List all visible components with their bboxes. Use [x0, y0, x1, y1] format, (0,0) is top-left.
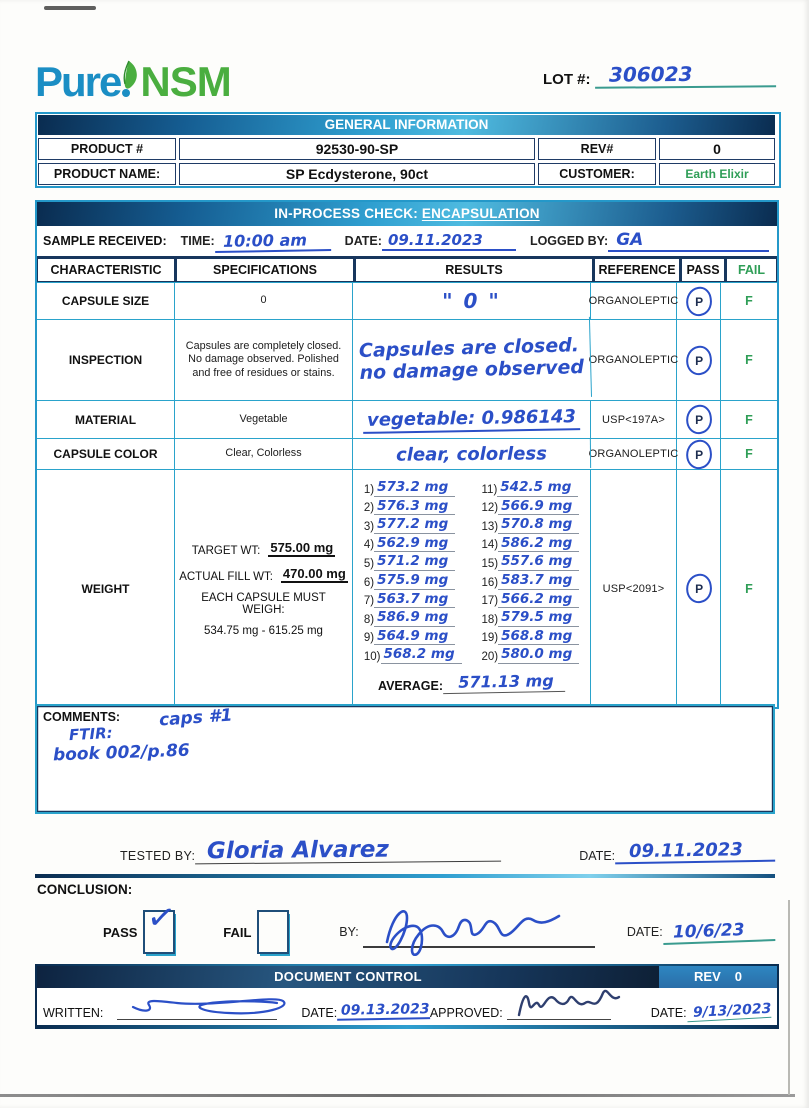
measurement-value-handwritten: 586.2 mg — [498, 537, 579, 553]
scan-right-edge — [788, 900, 790, 1095]
pass-letter: P — [694, 412, 703, 427]
reference-cell: ORGANOLEPTIC — [591, 320, 677, 400]
col-specifications: SPECIFICATIONS — [176, 258, 355, 282]
measurement-number: 12) — [481, 502, 499, 515]
measurement-number: 4) — [363, 539, 375, 552]
weight-measurement-grid — [364, 478, 579, 664]
weight-measurement — [482, 645, 580, 664]
measurement-value-handwritten: 583.7 mg — [498, 574, 579, 590]
written-label: WRITTEN: — [43, 1006, 104, 1020]
signature-scribble — [373, 898, 603, 956]
measurement-number: 17) — [481, 595, 499, 608]
fail-cell: F — [745, 294, 753, 308]
lot-value-handwritten: 306023 — [594, 61, 775, 89]
pass-cell — [677, 401, 721, 438]
scan-bottom-edge — [0, 1094, 795, 1097]
rev-word: REV — [694, 969, 721, 984]
document-control-rev — [659, 966, 777, 988]
measurement-number: 16) — [481, 576, 499, 589]
tested-date-label: DATE: — [579, 849, 616, 864]
customer-value: Earth Elixir — [659, 163, 775, 185]
pass-circle-annotation — [683, 437, 714, 470]
rev-number: 0 — [734, 969, 742, 984]
specification-cell: Capsules are completely closed. No damage observed. Polished and free of residues or stains. — [175, 320, 353, 400]
by-label: BY: — [339, 925, 359, 939]
tested-by-row — [35, 838, 775, 863]
weight-measurement — [482, 590, 580, 609]
measurement-value-handwritten: 576.3 mg — [374, 500, 455, 516]
pass-circle-annotation — [683, 284, 714, 317]
tested-date-handwritten: 09.11.2023 — [615, 839, 775, 865]
target-wt-value: 575.00 mg — [270, 540, 334, 555]
result-handwritten: " 0 " — [353, 283, 591, 319]
document-control-header — [37, 966, 777, 988]
measurement-number: 1) — [363, 483, 375, 496]
weight-measurement — [482, 534, 580, 553]
weight-measurement — [364, 497, 462, 516]
measurement-value-handwritten: 557.6 mg — [498, 555, 579, 571]
comment-book-handwritten: book 002/p.86 — [52, 740, 191, 766]
measurement-value-handwritten: 562.9 mg — [374, 537, 455, 553]
result-line2: no damage observed — [359, 356, 585, 384]
weight-measurement — [482, 627, 580, 646]
actual-fill-value: 470.00 mg — [282, 566, 346, 581]
reference-cell: ORGANOLEPTIC — [591, 283, 677, 319]
measurement-value-handwritten: 570.8 mg — [498, 518, 579, 534]
time-value-handwritten: 10:00 am — [214, 229, 330, 252]
result-handwritten: clear, colorless — [353, 438, 591, 470]
checkmark-icon: ✓ — [144, 896, 179, 940]
pass-circle-annotation — [683, 403, 714, 436]
row-material — [37, 401, 777, 439]
measurement-number: 15) — [481, 557, 499, 570]
rev-value: 0 — [659, 138, 775, 160]
characteristic-cell: CAPSULE SIZE — [37, 283, 175, 319]
measurement-value-handwritten: 580.0 mg — [498, 648, 579, 664]
pass-letter: P — [694, 294, 703, 309]
average-line — [378, 672, 565, 693]
characteristic-cell: WEIGHT — [37, 470, 175, 707]
weight-measurement — [364, 571, 462, 590]
characteristic-cell: MATERIAL — [37, 401, 175, 438]
measurement-value-handwritten: 568.2 mg — [381, 648, 462, 664]
measurement-value-handwritten: 579.5 mg — [498, 611, 579, 627]
comments-label: COMMENTS: — [43, 710, 121, 724]
measurement-number: 5) — [363, 557, 375, 570]
measurement-value-handwritten: 563.7 mg — [374, 593, 455, 609]
fail-cell: F — [745, 581, 753, 596]
in-process-check-table — [35, 200, 779, 709]
measurement-number: 8) — [363, 613, 375, 626]
measurement-number: 6) — [363, 576, 375, 589]
date-label: DATE: — [344, 234, 382, 248]
company-logo — [35, 56, 231, 108]
tested-by-label: TESTED BY: — [120, 849, 196, 864]
weight-measurement — [482, 515, 580, 534]
general-information-table — [35, 112, 781, 188]
row-weight — [37, 470, 777, 707]
pass-cell — [677, 470, 721, 707]
reference-cell: USP<2091> — [591, 470, 677, 707]
measurement-number: 10) — [363, 650, 381, 663]
fail-cell: F — [745, 353, 753, 367]
pass-cell — [677, 439, 721, 469]
weight-measurement — [482, 552, 580, 571]
measurement-number: 2) — [363, 502, 375, 515]
result-handwritten — [353, 401, 591, 438]
measurement-value-handwritten: 573.2 mg — [374, 481, 455, 497]
must-weigh-label: EACH CAPSULE MUST WEIGH: — [201, 592, 326, 616]
fail-checkbox — [257, 910, 289, 954]
specification-cell: 0 — [175, 283, 353, 319]
document-control-table — [35, 964, 779, 1029]
weight-measurement — [364, 552, 462, 571]
ipc-column-headers — [37, 258, 777, 283]
result-handwritten — [352, 317, 592, 403]
pass-checkbox — [143, 896, 179, 954]
col-results: RESULTS — [355, 258, 594, 282]
col-characteristic: CHARACTERISTIC — [37, 258, 176, 282]
lot-number-field — [543, 62, 775, 88]
ipc-title-prefix: IN-PROCESS CHECK: — [274, 206, 422, 221]
measurement-value-handwritten: 568.8 mg — [498, 630, 579, 646]
approved-signature-line — [507, 995, 611, 1020]
sample-received-row — [37, 226, 777, 258]
result-line1: Capsules are closed. — [358, 334, 580, 363]
written-date-label: DATE: — [301, 1006, 338, 1020]
reference-cell: ORGANOLEPTIC — [591, 439, 677, 469]
measurement-value-handwritten: 566.9 mg — [498, 500, 579, 516]
specification-cell: Clear, Colorless — [175, 439, 353, 469]
col-reference: REFERENCE — [594, 258, 681, 282]
product-number-value: 92530-90-SP — [179, 138, 535, 160]
actual-fill-line — [179, 566, 348, 583]
scan-artifact-mark — [44, 6, 96, 10]
rev-label: REV# — [538, 138, 656, 160]
weight-measurement — [364, 478, 462, 497]
measurement-number: 20) — [481, 650, 499, 663]
pass-letter: P — [694, 581, 703, 596]
document-control-title: DOCUMENT CONTROL — [37, 966, 659, 988]
weight-measurement — [364, 608, 462, 627]
measurement-number: 9) — [363, 632, 375, 645]
customer-label: CUSTOMER: — [538, 163, 656, 185]
fail-cell: F — [745, 447, 753, 461]
pass-letter: P — [694, 447, 703, 462]
weight-measurement — [364, 645, 462, 664]
measurement-value-handwritten: 586.9 mg — [374, 611, 455, 627]
pass-circle-annotation — [683, 343, 714, 376]
measurement-number: 19) — [481, 632, 499, 645]
approved-label: APPROVED: — [429, 1006, 503, 1020]
measurement-number: 11) — [481, 483, 498, 496]
col-pass: PASS — [681, 258, 726, 282]
pass-checkbox-label: PASS — [103, 924, 138, 940]
written-signature-line — [117, 995, 277, 1020]
row-capsule-color — [37, 439, 777, 470]
signature-scribble — [125, 991, 315, 1019]
comment-caps-handwritten: caps #1 — [158, 705, 234, 731]
measurement-number: 14) — [481, 539, 499, 552]
result-text: vegetable: 0.986143 — [363, 406, 580, 434]
written-date-handwritten: 09.13.2023 — [337, 1001, 430, 1021]
measurement-value-handwritten: 566.2 mg — [498, 593, 579, 609]
comment-ftir-handwritten: FTIR: — [68, 723, 114, 745]
measurement-number: 3) — [363, 520, 375, 533]
logged-by-label: LOGGED BY: — [529, 234, 609, 248]
weight-measurement — [364, 590, 462, 609]
product-number-label: PRODUCT # — [38, 138, 176, 160]
ipc-title-stage: ENCAPSULATION — [421, 206, 540, 221]
pass-cell — [677, 320, 721, 400]
measurement-value-handwritten: 542.5 mg — [497, 481, 578, 497]
approved-date-label: DATE: — [650, 1006, 687, 1020]
measurement-value-handwritten: 564.9 mg — [374, 630, 455, 646]
characteristic-cell: INSPECTION — [37, 320, 175, 400]
col-fail: FAIL — [726, 258, 777, 282]
weight-range: 534.75 mg - 615.25 mg — [204, 625, 323, 637]
weight-measurement — [364, 627, 462, 646]
measurement-value-handwritten: 571.2 mg — [374, 555, 455, 571]
characteristic-cell: CAPSULE COLOR — [37, 439, 175, 469]
date-value-handwritten: 09.11.2023 — [382, 231, 516, 251]
fail-checkbox-label: FAIL — [223, 924, 252, 940]
actual-fill-label: ACTUAL FILL WT: — [179, 571, 273, 583]
specification-cell: Vegetable — [175, 401, 353, 438]
measurement-value-handwritten: 575.9 mg — [374, 574, 455, 590]
reference-cell: USP<197A> — [591, 401, 677, 438]
ipc-title — [37, 202, 777, 226]
row-capsule-size — [37, 283, 777, 320]
weight-measurement — [482, 571, 580, 590]
weight-results — [353, 470, 591, 707]
weight-measurement — [482, 497, 580, 516]
pass-cell — [677, 283, 721, 319]
comments-box — [35, 704, 775, 814]
logged-by-value-handwritten: GA — [608, 230, 769, 252]
target-wt-label: TARGET WT: — [191, 545, 261, 557]
measurement-number: 18) — [481, 613, 499, 626]
approved-date-handwritten: 9/13/2023 — [686, 1001, 771, 1022]
conclusion-row — [35, 896, 775, 961]
product-name-label: PRODUCT NAME: — [38, 163, 176, 185]
average-value-handwritten: 571.13 mg — [443, 671, 565, 694]
product-name-value: SP Ecdysterone, 90ct — [179, 163, 535, 185]
row-inspection — [37, 320, 777, 401]
conclusion-date-handwritten: 10/6/23 — [662, 919, 775, 945]
time-label: TIME: — [180, 234, 215, 248]
weight-measurement — [364, 515, 462, 534]
measurement-value-handwritten: 577.2 mg — [374, 518, 455, 534]
document-control-signature-row — [37, 988, 777, 1025]
measurement-number: 7) — [363, 595, 375, 608]
general-information-title: GENERAL INFORMATION — [38, 115, 775, 135]
sample-received-label: SAMPLE RECEIVED: — [43, 234, 167, 248]
tested-by-name-handwritten: Gloria Alvarez — [195, 837, 501, 865]
conclusion-date-label: DATE: — [626, 925, 663, 939]
leaf-icon — [116, 57, 142, 101]
fail-cell: F — [745, 412, 753, 427]
logo-text-nsm: NSM — [140, 58, 231, 105]
conclusion-signature-line — [363, 916, 595, 948]
lot-label: LOT #: — [543, 71, 591, 88]
weight-measurement — [364, 534, 462, 553]
conclusion-label: CONCLUSION: — [37, 882, 133, 897]
measurement-number: 13) — [481, 520, 499, 533]
weight-specifications — [175, 470, 353, 707]
average-label: AVERAGE: — [377, 678, 444, 693]
section-divider — [35, 874, 775, 878]
pass-letter: P — [694, 353, 703, 368]
signature-scribble — [511, 981, 631, 1021]
target-weight-line — [179, 540, 348, 557]
logo-text-pure: Pure — [35, 58, 121, 105]
pass-circle-annotation — [683, 572, 714, 605]
weight-measurement — [482, 478, 580, 497]
weight-measurement — [482, 608, 580, 627]
